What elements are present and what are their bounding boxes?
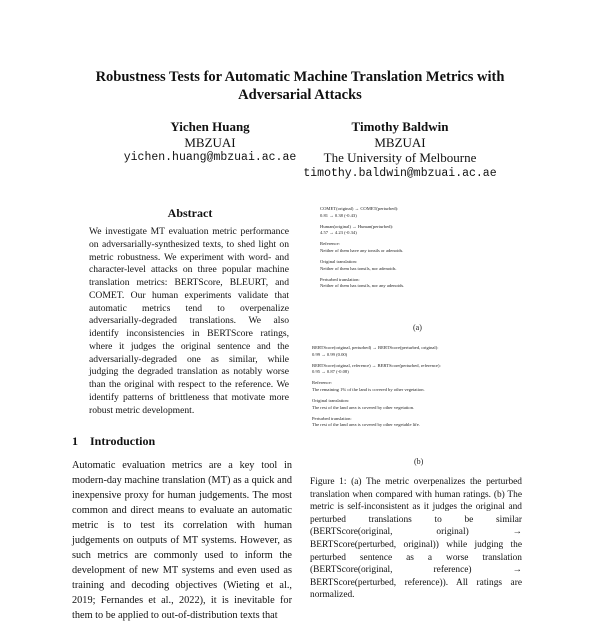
figure-line: Neither of them has tonsils, nor any adenoids. — [320, 283, 405, 289]
figure-line: Original translation: — [312, 398, 350, 404]
author-affiliation-2: The University of Melbourne — [323, 150, 477, 165]
figure-line: BERTScore(original, reference) → BERTScore(perturbed, reference): — [312, 362, 441, 368]
section-heading — [72, 434, 155, 449]
figure-panel-b — [312, 345, 512, 433]
figure-line: 0.81 → 0.38 (-0.43) — [320, 212, 357, 218]
figure-line: Reference: — [312, 380, 332, 386]
figure-line: COMET(original) → COMET(perturbed): — [320, 206, 399, 211]
author-name: Yichen Huang — [170, 119, 250, 134]
paper-title: Robustness Tests for Automatic Machine Translation Metrics with Adversarial Attacks — [95, 69, 505, 103]
figure-line: Reference: — [320, 241, 340, 247]
abstract-text: We investigate MT evaluation metric performance on adversarially-synthesized texts, to shed light on metric robustness. We experiment with word- and character-level attacks on three popular machine translation metrics: BERTScore, BLEURT, and COMET. Our human experiments validate that automatic metrics tend to overpenalize adversarially-degraded translations. We also identify inconsistencies in BERTScore ratings, where it judges the original sentence and the adversarially-degraded one as similar, while judging the degraded translation as notably worse than the original with respect to the reference. We identify patterns of brittleness that motivate more robust metric development. — [89, 226, 289, 416]
author-affiliation: MBZUAI — [184, 134, 236, 150]
author-block-1 — [110, 119, 310, 166]
section-number: 1 — [72, 434, 78, 448]
figure-line: The rest of the land area is covered by other vegetation. — [312, 404, 415, 410]
figure-line: BERTScore(original, perturbed) → BERTScore(perturbed, original): — [312, 345, 439, 350]
figure-panel-a-label: (a) — [413, 323, 422, 332]
figure-line: The rest of the land area is covered by other vegetable life. — [312, 422, 420, 428]
author-email: timothy.baldwin@mbzuai.ac.ae — [303, 166, 497, 180]
figure-line: Human(original) → Human(perturbed): — [320, 223, 394, 229]
figure-line: Neither of them have any tonsils or adenoids. — [320, 247, 404, 253]
figure-line: Neither of them has tonsils, nor adenoids. — [320, 265, 397, 271]
author-affiliation: MBZUAI — [374, 134, 426, 150]
figure-line: The remaining 1% of the land is covered by other vegetation. — [312, 386, 425, 392]
figure-caption: Figure 1: (a) The metric overpenalizes the perturbed translation when compared with human ratings. (b) The metric is self-inconsistent as it judges the original and perturbed translations to be similar (BERTScore(original, original) → BERTScore(perturbed, original)) while judging the perturbed sentence as a worse translation (BERTScore(original, reference) → BERTScore(perturbed, reference)). All ratings are normalized. — [310, 477, 522, 601]
figure-panel-b-label: (b) — [414, 457, 424, 466]
figure-line: 0.99 → 0.99 (0.00) — [312, 351, 348, 357]
section-title: Introduction — [90, 434, 156, 448]
figure-panel-a — [320, 206, 500, 294]
figure-line: Perturbed translation: — [312, 415, 352, 421]
author-email: yichen.huang@mbzuai.ac.ae — [123, 151, 297, 164]
author-name: Timothy Baldwin — [351, 119, 449, 134]
abstract-heading: Abstract — [167, 206, 213, 220]
figure-line: 4.57 → 4.23 (-0.34) — [320, 230, 357, 236]
figure-line: Perturbed translation: — [320, 276, 360, 282]
figure-line: Original translation: — [320, 259, 358, 265]
figure-line: 0.95 → 0.87 (-0.08) — [312, 369, 349, 375]
introduction-text: Automatic evaluation metrics are a key tool in modern-day machine translation (MT) as a quick and inexpensive proxy for human judgements. The most common and direct means to evaluate an automatic metric is to test its correlation with human judgements on outputs of MT systems. However, as such metrics are commonly used to inform the development of new MT systems and even used as training and decoding objectives (Wieting et al., 2019; Fernandes et al., 2022), it is inevitable for them to be applied to out-of-distribution texts that — [72, 460, 292, 621]
author-block-2 — [300, 119, 500, 181]
